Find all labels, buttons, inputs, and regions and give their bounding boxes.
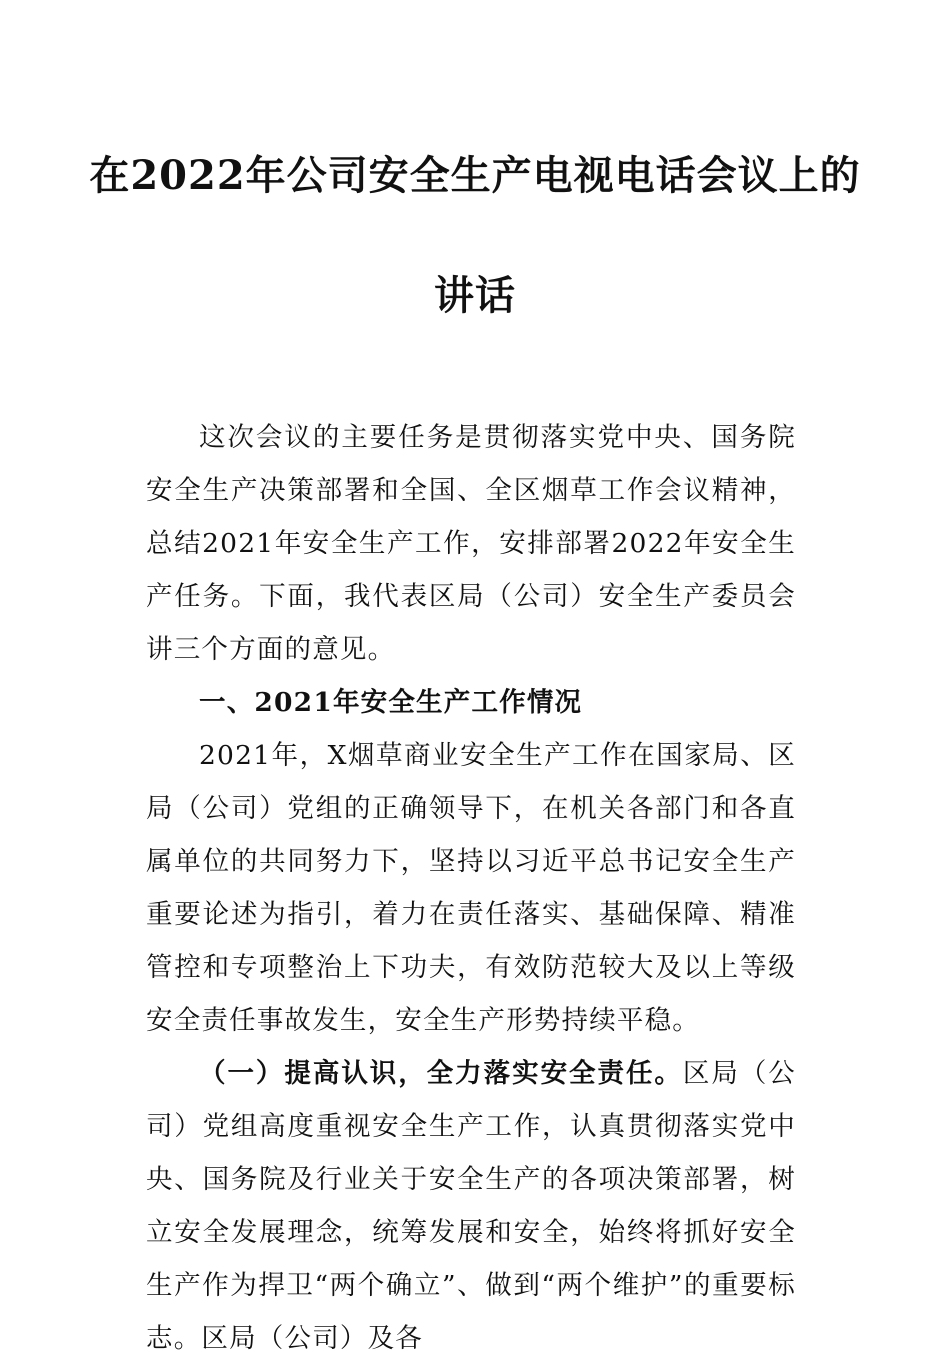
paragraph-responsibility — [146, 1047, 796, 1365]
document-body — [146, 411, 796, 1365]
paragraph-summary-2021: 2021年，X烟草商业安全生产工作在国家局、区局（公司）党组的正确领导下，在机关各部门和各直属单位的共同努力下，坚持以习近平总书记安全生产重要论述为指引，着力在责任落实、基础保障、精准管控和专项整治上下功夫，有效防范较大及以上等级安全责任事故发生，安全生产形势持续平稳。 — [146, 740, 796, 1036]
section-heading-1: 一、2021年安全生产工作情况 — [199, 687, 583, 718]
document-title-line-1: 在2022年公司安全生产电视电话会议上的 — [89, 152, 861, 199]
paragraph-responsibility-lead: （一）提高认识，全力落实安全责任。 — [199, 1058, 683, 1089]
document-title-line-2: 讲话 — [434, 272, 516, 319]
paragraph-intro: 这次会议的主要任务是贯彻落实党中央、国务院安全生产决策部署和全国、全区烟草工作会议精神，总结2021年安全生产工作，安排部署2022年安全生产任务。下面，我代表区局（公司）安全生产委员会讲三个方面的意见。 — [146, 422, 796, 665]
paragraph-responsibility-text: 区局（公司）党组高度重视安全生产工作，认真贯彻落实党中央、国务院及行业关于安全生产的各项决策部署，树立安全发展理念，统筹发展和安全，始终将抓好安全生产作为捍卫“两个确立”、做到“两个维护”的重要标志。区局（公司）及各 — [146, 1058, 796, 1354]
